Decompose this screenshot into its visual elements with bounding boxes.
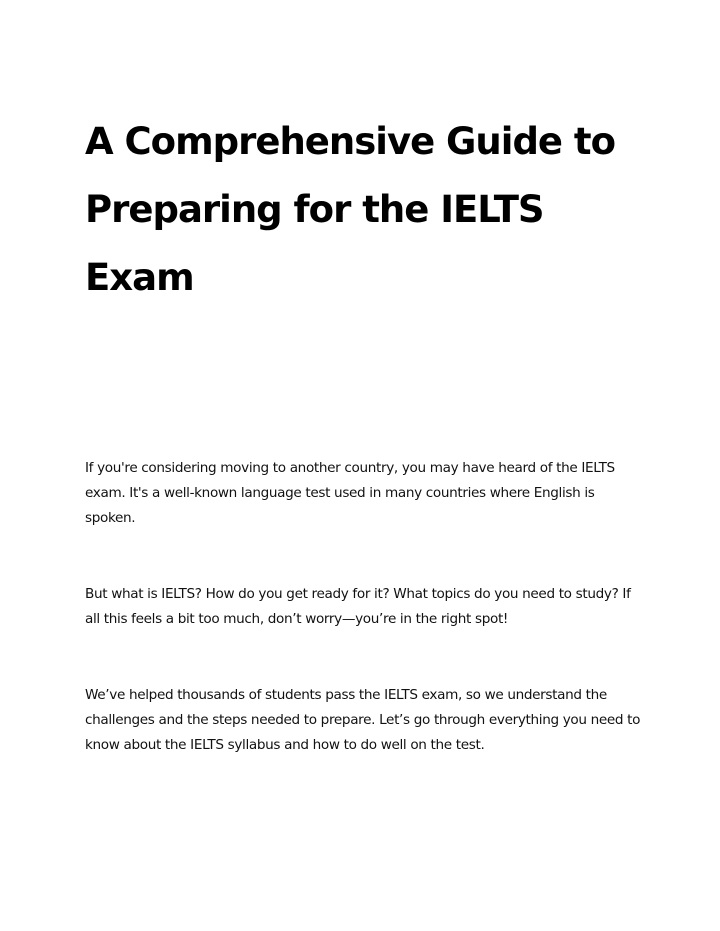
help-paragraph: We’ve helped thousands of students pass the IELTS exam, so we understand the challenges and the steps needed to prepare. Let’s go through everything you need to know about the IELTS syllabus and how to do well on the test.: [85, 687, 641, 753]
intro-paragraph: If you're considering moving to another country, you may have heard of the IELTS exam. It's a well-known language test used in many countries where English is spoken.: [85, 460, 615, 526]
page-title: A Comprehensive Guide to Preparing for the IELTS Exam: [85, 120, 616, 299]
question-paragraph: But what is IELTS? How do you get ready for it? What topics do you need to study? If all this feels a bit too much, don’t worry—you’re in the right spot!: [85, 586, 631, 627]
